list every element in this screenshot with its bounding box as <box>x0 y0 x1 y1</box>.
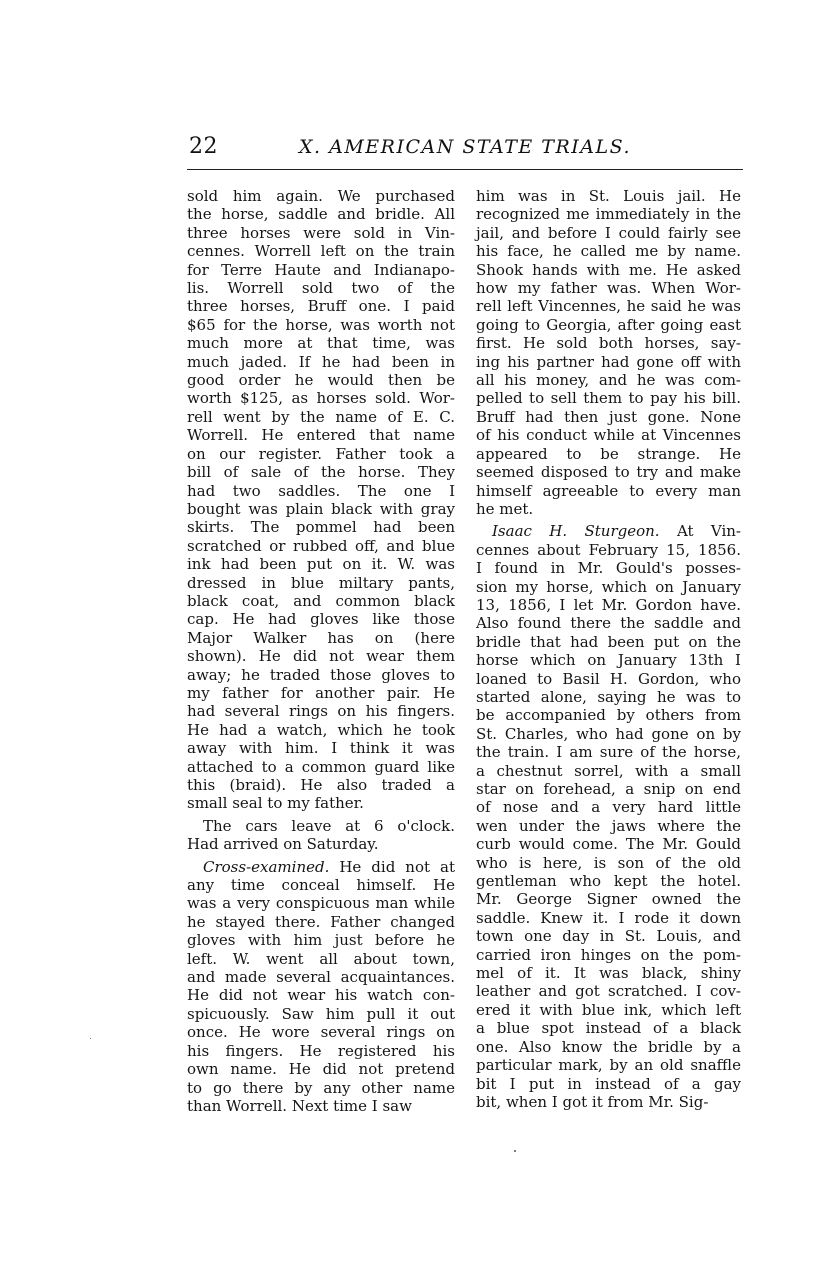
text-line <box>187 1060 455 1078</box>
text-line <box>187 500 455 518</box>
line-text: had several rings on his fingers. <box>187 702 455 721</box>
text-line <box>476 780 741 798</box>
line-text: how my father was. When Wor- <box>476 279 741 298</box>
page-header <box>187 134 744 170</box>
line-text: going to Georgia, after going east <box>476 315 741 334</box>
text-line <box>187 794 455 812</box>
header-rule <box>187 169 743 170</box>
text-line <box>187 1005 455 1023</box>
text-line <box>187 817 455 835</box>
text-line <box>187 776 455 794</box>
text-line <box>476 688 741 706</box>
text-line <box>187 537 455 555</box>
line-text: The cars leave at 6 o'clock. <box>203 816 455 835</box>
text-line <box>187 666 455 684</box>
print-speck <box>514 1150 516 1152</box>
line-text: away with him. I think it was <box>187 739 455 758</box>
text-line <box>187 913 455 931</box>
text-line <box>187 629 455 647</box>
line-text: pelled to sell them to pay his bill. <box>476 389 741 408</box>
line-text: had two saddles. The one I <box>187 481 455 500</box>
line-text: jail, and before I could fairly see <box>476 223 741 242</box>
line-text: He did not at <box>329 857 455 876</box>
text-line <box>476 670 741 688</box>
line-text: Shook hands with me. He asked <box>476 260 741 279</box>
text-line <box>187 463 455 481</box>
text-line <box>476 389 741 407</box>
text-line <box>187 518 455 536</box>
text-line <box>187 1042 455 1060</box>
line-text: sold him again. We purchased <box>187 187 455 205</box>
text-line <box>476 541 741 559</box>
text-line <box>187 334 455 352</box>
text-line <box>476 872 741 890</box>
text-line <box>476 854 741 872</box>
text-line <box>187 986 455 1004</box>
text-line <box>476 408 741 426</box>
text-line <box>476 1038 741 1056</box>
line-text: dressed in blue miltary pants, <box>187 573 455 592</box>
line-text: Worrell. He entered that name <box>187 426 455 445</box>
line-text: his face, he called me by name. <box>476 242 741 261</box>
text-line <box>187 931 455 949</box>
line-text: first. He sold both horses, say- <box>476 334 741 353</box>
text-line <box>476 1001 741 1019</box>
text-line <box>476 242 741 260</box>
text-line <box>187 739 455 757</box>
text-line <box>476 279 741 297</box>
speaker-lead: Cross-examined. <box>203 857 330 876</box>
line-text: his fingers. He registered his <box>187 1041 455 1060</box>
paragraph <box>187 187 455 813</box>
line-text: the train. I am sure of the horse, <box>476 743 741 762</box>
text-line <box>187 858 455 876</box>
text-line <box>187 205 455 223</box>
line-text: three horses were sold in Vin- <box>187 223 455 242</box>
text-line <box>187 647 455 665</box>
line-text: bill of sale of the horse. They <box>187 463 455 482</box>
text-line <box>187 482 455 500</box>
line-text: was a very conspicuous man while <box>187 894 455 913</box>
line-text: once. He wore several rings on <box>187 1023 455 1042</box>
text-line <box>187 555 455 573</box>
line-text: curb would come. The Mr. Gould <box>476 835 741 854</box>
text-line <box>187 224 455 242</box>
line-text: on our register. Father took a <box>187 444 455 463</box>
text-line <box>476 371 741 389</box>
text-line <box>476 964 741 982</box>
text-line <box>476 334 741 352</box>
line-text: he stayed there. Father changed <box>187 912 455 931</box>
text-line <box>476 482 741 500</box>
print-speck <box>90 1038 91 1039</box>
text-line <box>476 522 741 540</box>
text-line <box>187 1097 455 1115</box>
text-line <box>187 187 455 205</box>
line-text: for Terre Haute and Indianapo- <box>187 260 455 279</box>
line-text: bit I put in instead of a gay <box>476 1074 741 1093</box>
text-line <box>476 578 741 596</box>
text-line <box>476 426 741 444</box>
line-text: cennes. Worrell left on the train <box>187 242 455 261</box>
line-text: town one day in St. Louis, and <box>476 927 741 946</box>
line-text: He did not wear his watch con- <box>187 986 455 1005</box>
text-line <box>476 725 741 743</box>
text-line <box>476 596 741 614</box>
text-line <box>476 297 741 315</box>
paragraph <box>187 858 455 1116</box>
text-line <box>187 684 455 702</box>
text-line <box>476 762 741 780</box>
line-text: gentleman who kept the hotel. <box>476 872 741 891</box>
line-text: to go there by any other name <box>187 1078 455 1097</box>
line-text: black coat, and common black <box>187 591 455 610</box>
running-title: X. AMERICAN STATE TRIALS. <box>299 136 631 158</box>
text-line <box>187 426 455 444</box>
text-line <box>476 927 741 945</box>
line-text: himself agreeable to every man <box>476 481 741 500</box>
text-line <box>187 835 455 853</box>
line-text: one. Also know the bridle by a <box>476 1037 741 1056</box>
line-text: 13, 1856, I let Mr. Gordon have. <box>476 595 741 614</box>
line-text: rell left Vincennes, he said he was <box>476 297 741 316</box>
text-line <box>476 946 741 964</box>
text-line <box>476 316 741 334</box>
line-text: this (braid). He also traded a <box>187 776 455 794</box>
line-text: bought was plain black with gray <box>187 499 455 518</box>
line-text: worth $125, as horses sold. Wor- <box>187 389 455 408</box>
line-text: three horses, Bruff one. I paid <box>187 297 455 316</box>
line-text: sion my horse, which on January <box>476 577 741 596</box>
line-text: ered it with blue ink, which left <box>476 1000 741 1019</box>
text-line <box>476 445 741 463</box>
text-line <box>187 261 455 279</box>
text-line <box>187 876 455 894</box>
text-line <box>187 592 455 610</box>
text-line <box>187 1079 455 1097</box>
text-line <box>476 743 741 761</box>
line-text: a chestnut sorrel, with a small <box>476 761 741 780</box>
line-text: horse which on January 13th I <box>476 651 741 670</box>
speaker-lead: Isaac H. Sturgeon. <box>492 522 660 541</box>
line-text: all his money, and he was com- <box>476 371 741 390</box>
text-line <box>476 982 741 1000</box>
text-line <box>476 1056 741 1074</box>
line-text: him was in St. Louis jail. He <box>476 187 741 205</box>
line-text: leather and got scratched. I cov- <box>476 982 741 1001</box>
line-text: mel of it. It was black, shiny <box>476 964 741 983</box>
line-text: star on forehead, a snip on end <box>476 780 741 798</box>
text-line <box>476 817 741 835</box>
line-text: rell went by the name of E. C. <box>187 407 455 426</box>
line-text: any time conceal himself. He <box>187 876 455 895</box>
text-line <box>187 389 455 407</box>
line-text: I found in Mr. Gould's posses- <box>476 559 741 578</box>
text-line <box>476 651 741 669</box>
text-line <box>187 968 455 986</box>
text-line <box>187 408 455 426</box>
text-line <box>476 1093 741 1111</box>
line-text: attached to a common guard like <box>187 757 455 776</box>
line-text: saddle. Knew it. I rode it down <box>476 908 741 927</box>
text-line <box>476 706 741 724</box>
text-line <box>476 798 741 816</box>
line-text: small seal to my father. <box>187 794 364 813</box>
text-line <box>187 702 455 720</box>
text-line <box>187 242 455 260</box>
text-line <box>476 187 741 205</box>
text-line <box>187 316 455 334</box>
line-text: Bruff had then just gone. None <box>476 407 741 426</box>
line-text: of his conduct while at Vincennes <box>476 426 741 445</box>
text-line <box>476 261 741 279</box>
line-text: a blue spot instead of a black <box>476 1019 741 1038</box>
line-text: skirts. The pommel had been <box>187 518 455 537</box>
paragraph <box>476 522 741 1111</box>
text-line <box>476 909 741 927</box>
text-line <box>476 463 741 481</box>
text-line <box>187 371 455 389</box>
line-text: appeared to be strange. He <box>476 444 741 463</box>
text-line <box>187 1023 455 1041</box>
line-text: much more at that time, was <box>187 334 455 353</box>
text-line <box>476 633 741 651</box>
line-text: of nose and a very hard little <box>476 798 741 817</box>
text-line <box>187 574 455 592</box>
text-line <box>476 500 741 518</box>
page-number: 22 <box>189 134 218 159</box>
text-line <box>187 297 455 315</box>
paragraph <box>476 187 741 518</box>
line-text: lis. Worrell sold two of the <box>187 279 455 298</box>
text-line <box>187 950 455 968</box>
line-text: loaned to Basil H. Gordon, who <box>476 669 741 688</box>
text-line <box>187 445 455 463</box>
line-text: seemed disposed to try and make <box>476 463 741 482</box>
line-text: own name. He did not pretend <box>187 1060 455 1079</box>
text-line <box>476 353 741 371</box>
line-text: good order he would then be <box>187 371 455 390</box>
line-text: spicuously. Saw him pull it out <box>187 1004 455 1023</box>
line-text: and made several acquaintances. <box>187 968 455 987</box>
text-line <box>476 224 741 242</box>
line-text: away; he traded those gloves to <box>187 665 455 684</box>
line-text: he met. <box>476 499 534 518</box>
line-text: At Vin- <box>659 522 742 541</box>
line-text: the horse, saddle and bridle. All <box>187 205 455 224</box>
line-text: cennes about February 15, 1856. <box>476 540 741 559</box>
text-line <box>476 835 741 853</box>
line-text: wen under the jaws where the <box>476 816 741 835</box>
line-text: bit, when I got it from Mr. Sig- <box>476 1092 709 1111</box>
line-text: my father for another pair. He <box>187 683 455 702</box>
text-line <box>187 758 455 776</box>
line-text: Major Walker has on (here <box>187 628 455 647</box>
line-text: shown). He did not wear them <box>187 647 455 666</box>
line-text: Also found there the saddle and <box>476 614 741 633</box>
left-column <box>187 187 455 1119</box>
line-text: recognized me immediately in the <box>476 205 741 224</box>
line-text: Mr. George Signer owned the <box>476 890 741 909</box>
text-line <box>187 610 455 628</box>
text-line <box>187 279 455 297</box>
text-line <box>476 1075 741 1093</box>
line-text: scratched or rubbed off, and blue <box>187 536 455 555</box>
text-line <box>476 614 741 632</box>
text-line <box>187 353 455 371</box>
text-line <box>187 894 455 912</box>
line-text: who is here, is son of the old <box>476 853 741 872</box>
line-text: than Worrell. Next time I saw <box>187 1096 412 1115</box>
line-text: bridle that had been put on the <box>476 632 741 651</box>
text-line <box>476 1019 741 1037</box>
line-text: St. Charles, who had gone on by <box>476 724 741 743</box>
line-text: left. W. went all about town, <box>187 949 455 968</box>
text-line <box>476 559 741 577</box>
line-text: ing his partner had gone off with <box>476 352 741 371</box>
line-text: be accompanied by others from <box>476 706 741 725</box>
text-line <box>476 205 741 223</box>
text-line <box>187 721 455 739</box>
line-text: $65 for the horse, was worth not <box>187 315 455 334</box>
line-text: gloves with him just before he <box>187 931 455 950</box>
right-column <box>476 187 741 1115</box>
line-text: much jaded. If he had been in <box>187 352 455 371</box>
line-text: cap. He had gloves like those <box>187 610 455 629</box>
text-line <box>476 890 741 908</box>
line-text: He had a watch, which he took <box>187 720 455 739</box>
line-text: Had arrived on Saturday. <box>187 835 379 854</box>
line-text: ink had been put on it. W. was <box>187 555 455 574</box>
paragraph <box>187 817 455 854</box>
line-text: particular mark, by an old snaffle <box>476 1056 741 1075</box>
line-text: carried iron hinges on the pom- <box>476 945 741 964</box>
line-text: started alone, saying he was to <box>476 687 741 706</box>
